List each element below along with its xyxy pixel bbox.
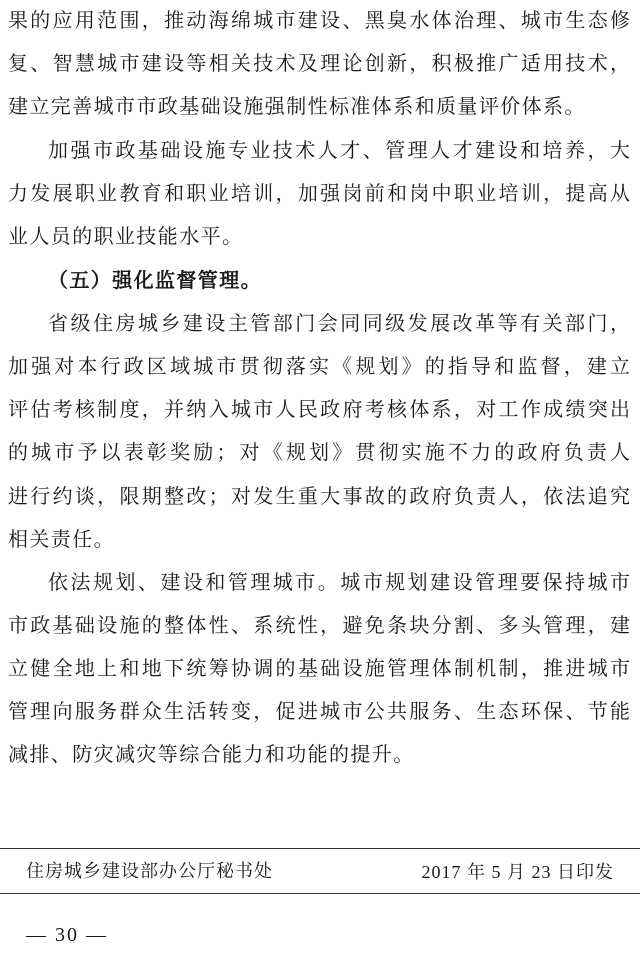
- body-line: 依法规划、建设和管理城市。城市规划建设管理要保持城市: [48, 570, 630, 594]
- section-heading: （五）强化监督管理。: [48, 268, 262, 292]
- body-line: 管理向服务群众生活转变，促进城市公共服务、生态环保、节能: [8, 699, 630, 723]
- body-line: 进行约谈，限期整改；对发生重大事故的政府负责人，依法追究: [8, 484, 630, 508]
- footer-date: 2017 年 5 月 23 日印发: [421, 862, 614, 882]
- body-line: 市政基础设施的整体性、系统性，避免条块分割、多头管理，建: [8, 613, 630, 637]
- body-line: 省级住房城乡建设主管部门会同同级发展改革等有关部门，: [48, 311, 630, 335]
- body-line: 的城市予以表彰奖励；对《规划》贯彻实施不力的政府负责人: [8, 440, 630, 464]
- body-line: 加强对本行政区域城市贯彻落实《规划》的指导和监督，建立: [8, 354, 630, 378]
- body-line: 力发展职业教育和职业培训，加强岗前和岗中职业培训，提高从: [8, 181, 630, 205]
- footer-issuer: 住房城乡建设部办公厅秘书处: [26, 861, 273, 882]
- footer-bottom-rule: [0, 893, 640, 894]
- body-line: 复、智慧城市建设等相关技术及理论创新，积极推广适用技术，: [8, 51, 630, 75]
- body-line: 减排、防灾减灾等综合能力和功能的提升。: [8, 742, 415, 766]
- footer-top-rule: [0, 848, 640, 849]
- body-line: 相关责任。: [8, 527, 115, 551]
- body-line: 评估考核制度，并纳入城市人民政府考核体系，对工作成绩突出: [8, 397, 630, 421]
- body-line: 立健全地上和地下统筹协调的基础设施管理体制机制，推进城市: [8, 656, 630, 680]
- body-line: 果的应用范围，推动海绵城市建设、黑臭水体治理、城市生态修: [8, 8, 630, 32]
- body-line: 建立完善城市市政基础设施强制性标准体系和质量评价体系。: [8, 94, 586, 118]
- page-number: — 30 —: [26, 924, 108, 946]
- body-line: 加强市政基础设施专业技术人才、管理人才建设和培养，大: [48, 138, 630, 162]
- body-line: 业人员的职业技能水平。: [8, 224, 244, 248]
